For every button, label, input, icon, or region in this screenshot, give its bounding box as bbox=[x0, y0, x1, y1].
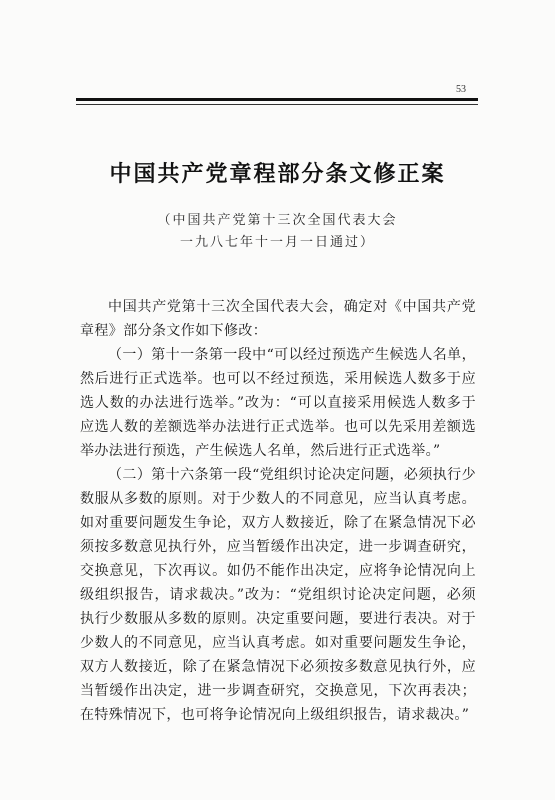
header-rule-thick bbox=[76, 98, 478, 101]
paragraph-intro: 中国共产党第十三次全国代表大会，确定对《中国共产党章程》部分条文作如下修改： bbox=[80, 299, 476, 339]
document-subtitle-line1: （中国共产党第十三次全国代表大会 bbox=[157, 213, 398, 228]
header-rule-thin bbox=[76, 104, 478, 105]
document-subtitle-line2: 一九八七年十一月一日通过） bbox=[179, 235, 375, 250]
paragraph-article-11: （一）第十一条第一段中“可以经过预选产生候选人名单，然后进行正式选举。也可以不经过预选，采用候选人数多于应选人数的办法进行选举。”改为：“可以直接采用候选人数多于应选人数的差额选举办法进行正式选举。也可以先采用差额选举办法进行预选，产生候选人名单，然后进行正式选举。” bbox=[80, 347, 476, 459]
page-number: 53 bbox=[456, 84, 466, 95]
paragraph-article-16: （二）第十六条第一段“党组织讨论决定问题，必须执行少数服从多数的原则。对于少数人的不同意见，应当认真考虑。如对重要问题发生争论，双方人数接近，除了在紧急情况下必须按多数意见执行外，应当暂缓作出决定，进一步调查研究，交换意见，下次再议。如仍不能作出决定，应将争论情况向上级组织报告，请求裁决。”改为：“党组织讨论决定问题，必须执行少数服从多数的原则。决定重要问题，要进行表决。对于少数人的不同意见，应当认真考虑。如对重要问题发生争论，双方人数接近，除了在紧急情况下必须按多数意见执行外，应当暂缓作出决定，进一步调查研究，交换意见，下次再表决；在特殊情况下，也可将争论情况向上级组织报告，请求裁决。” bbox=[80, 467, 476, 723]
document-body bbox=[80, 295, 476, 727]
document-title: 中国共产党章程部分条文修正案 bbox=[109, 162, 446, 187]
